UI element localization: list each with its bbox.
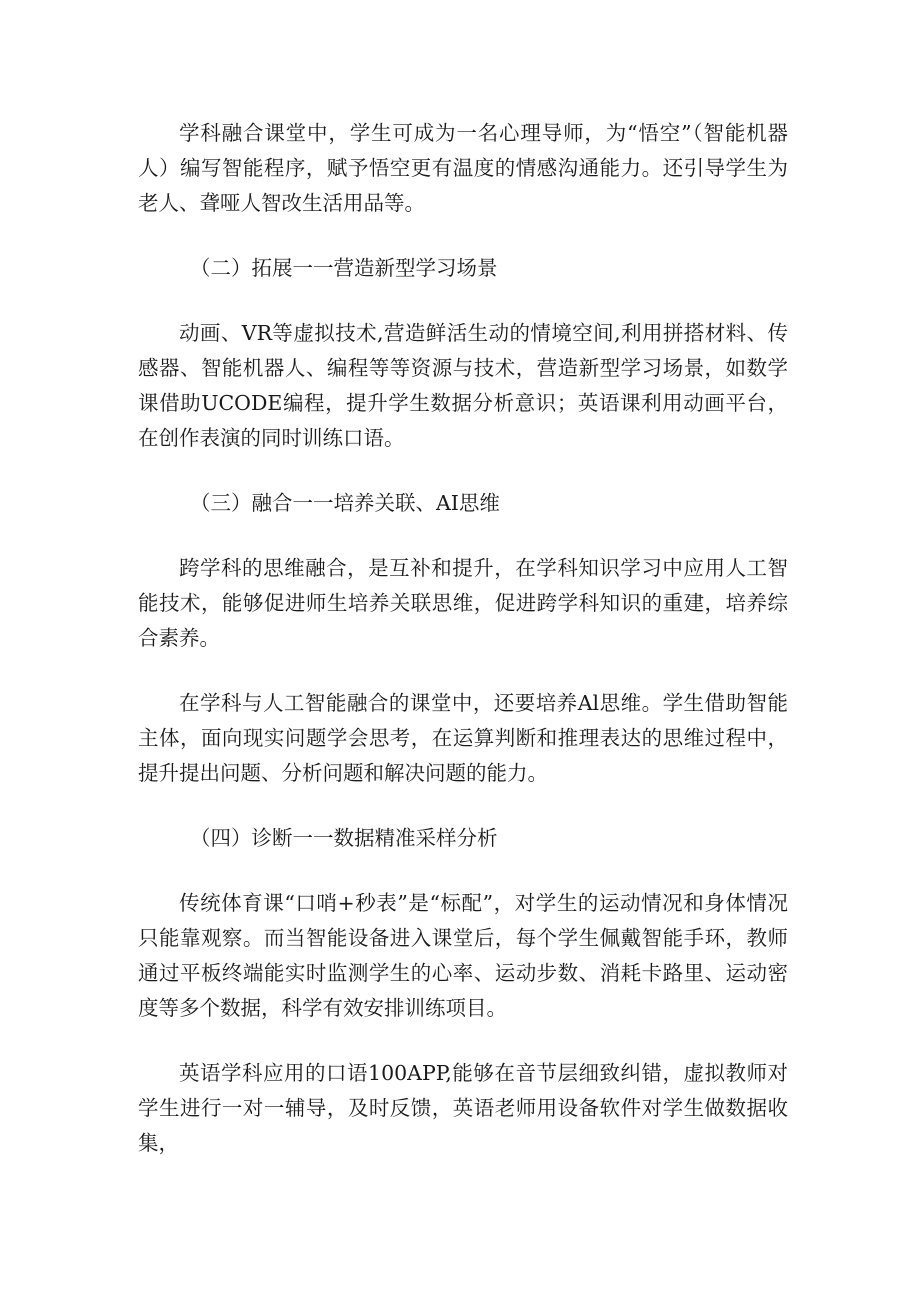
paragraph-wukong: 学科融合课堂中，学生可成为一名心理导师，为“悟空”（智能机器人）编写智能程序，赋予悟空更有温度的情感沟通能力。还引导学生为老人、聋哑人智改生活用品等。 [138, 121, 788, 215]
paragraph-cross-discipline: 跨学科的思维融合，是互补和提升，在学科知识学习中应用人工智能技术，能够促进师生培养关联思维，促进跨学科知识的重建，培养综合素养。 [138, 556, 788, 650]
section-heading-expand: （二）拓展一一营造新型学习场景 [190, 256, 498, 280]
document-body [138, 116, 788, 1191]
section-heading-fusion: （三）融合一一培养关联、AI思维 [190, 491, 500, 515]
paragraph-ai-thinking: 在学科与人工智能融合的课堂中，还要培养Al思维。学生借助智能主体，面向现实问题学会思考，在运算判断和推理表达的思维过程中，提升提出问题、分析问题和解决问题的能力。 [138, 691, 788, 785]
paragraph-english-app: 英语学科应用的口语100APP,能够在音节层细致纠错，虚拟教师对学生进行一对一辅导，及时反馈，英语老师用设备软件对学生做数据收集， [138, 1061, 788, 1155]
paragraph-learning-scene: 动画、VR等虚拟技术,营造鲜活生动的情境空间,利用拼搭材料、传感器、智能机器人、编程等等资源与技术，营造新型学习场景，如数学课借助UCODE编程，提升学生数据分析意识；英语课利用动画平台，在创作表演的同时训练口语。 [138, 321, 788, 450]
section-heading-diagnosis: （四）诊断一一数据精准采样分析 [190, 826, 498, 850]
paragraph-pe-class: 传统体育课“口哨+秒表”是“标配”，对学生的运动情况和身体情况只能靠观察。而当智能设备进入课堂后，每个学生佩戴智能手环，教师通过平板终端能实时监测学生的心率、运动步数、消耗卡路里、运动密度等多个数据，科学有效安排训练项目。 [138, 891, 788, 1020]
